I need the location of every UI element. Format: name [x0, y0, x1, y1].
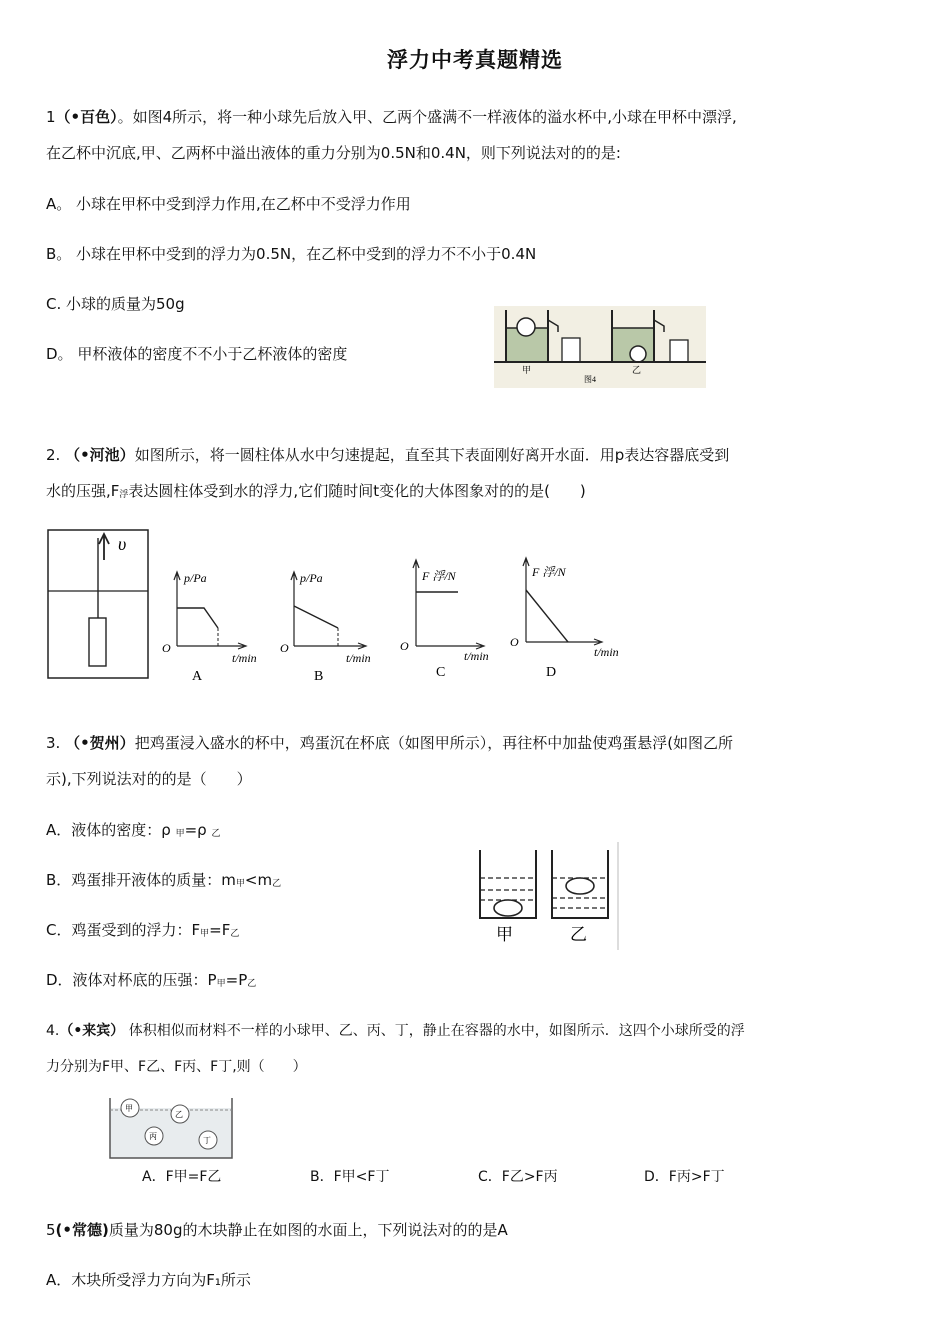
q5-source: (•常德) — [55, 1221, 109, 1239]
q4-figure — [106, 1094, 236, 1160]
q2-container-diagram — [48, 530, 148, 678]
q4-source: （•来宾） — [59, 1023, 125, 1039]
q2-line2 — [46, 480, 586, 501]
q5-text1: 质量为80g的木块静止在如图的水面上，下列说法对的的是A — [108, 1221, 508, 1239]
q3-fig-label-yi: 乙 — [570, 925, 587, 944]
q2-text2b: 表达圆柱体受到水的浮力,它们随时间t变化的大体图象对的的是( ) — [128, 482, 586, 500]
q3-figure — [470, 842, 620, 950]
q1-line2: 在乙杯中沉底,甲、乙两杯中溢出液体的重力分别为0.5N和0.4N，则下列说法对的的是: — [46, 144, 621, 162]
q3-number: 3. — [46, 734, 61, 752]
q2-velocity-label: υ — [118, 534, 127, 554]
q4-ball-bing: 丙 — [149, 1132, 157, 1141]
q1-line1 — [46, 106, 737, 127]
q4-text1: 体积相似而材料不一样的小球甲、乙、丙、丁，静止在容器的水中，如图所示．这四个小球所受的浮 — [128, 1023, 745, 1039]
q2-graph-c-origin: O — [400, 639, 409, 653]
q1-source: （•百色） — [55, 108, 118, 126]
q1-option-c: C. 小球的质量为50g — [46, 295, 185, 313]
q2-graph-b — [280, 571, 371, 684]
q3-opt-c-sub1: 甲 — [200, 929, 210, 939]
q3-opt-d-text: D．液体对杯底的压强：P — [46, 971, 217, 989]
q2-graph-b-origin: O — [280, 641, 289, 655]
q4-option-c: C．F乙>F丙 — [478, 1169, 558, 1185]
q5-line1 — [46, 1219, 508, 1240]
q3-opt-b-text2: <m — [244, 871, 273, 889]
q3-source: （•贺州） — [65, 734, 135, 752]
q3-opt-d-sub2: 乙 — [247, 979, 257, 989]
q4-option-d: D．F丙>F丁 — [644, 1169, 725, 1185]
q4-option-b: B．F甲<F丁 — [310, 1169, 390, 1185]
q4-ball-ding: 丁 — [203, 1136, 211, 1145]
q4-option-a: A．F甲=F乙 — [142, 1169, 222, 1185]
page-title: 浮力中考真题精选 — [387, 48, 563, 72]
q1-fig-label-jia: 甲 — [522, 365, 532, 375]
q2-graph-b-xlabel: t/min — [346, 651, 371, 665]
q2-graph-c — [400, 560, 489, 680]
q3-opt-b-sub1: 甲 — [235, 879, 245, 889]
q3-opt-d-sub1: 甲 — [216, 979, 226, 989]
q1-number: 1 — [46, 108, 56, 126]
q1-text1: 。如图4所示，将一种小球先后放入甲、乙两个盛满不一样液体的溢水杯中,小球在甲杯中漂浮, — [117, 108, 737, 126]
q3-opt-c-sub2: 乙 — [230, 929, 240, 939]
q3-opt-c-text2: =F — [209, 921, 231, 939]
q2-line1 — [46, 444, 729, 465]
q3-opt-c-text: C．鸡蛋受到的浮力：F — [46, 921, 201, 939]
q2-text2a: 水的压强,F — [46, 482, 120, 500]
q3-option-b — [46, 869, 281, 890]
q2-number: 2. — [46, 446, 61, 464]
q3-opt-a-sub2: 乙 — [211, 829, 221, 839]
q2-text1: 如图所示，将一圆柱体从水中匀速提起，直至其下表面刚好离开水面．用p表达容器底受到 — [134, 446, 730, 464]
q2-graph-d-origin: O — [510, 635, 519, 649]
q2-graph-a-letter: A — [192, 669, 203, 684]
q3-opt-b-sub2: 乙 — [272, 879, 282, 889]
q4-number: 4. — [46, 1023, 60, 1039]
q5-option-a: A．木块所受浮力方向为F₁所示 — [46, 1271, 251, 1289]
q2-graph-a — [162, 571, 257, 684]
q2-text2-sub: 浮 — [119, 490, 129, 500]
q1-figure — [494, 306, 706, 388]
q1-fig-caption: 图4 — [584, 375, 596, 384]
q3-opt-a-sub1: 甲 — [175, 829, 185, 839]
q5-number: 5 — [46, 1221, 56, 1239]
q2-graph-b-ylabel: p/Pa — [300, 571, 323, 585]
q2-graph-a-xlabel: t/min — [232, 651, 257, 665]
q3-fig-label-jia: 甲 — [496, 925, 513, 944]
q3-option-c — [46, 919, 239, 940]
q2-graph-a-ylabel: p/Pa — [184, 571, 207, 585]
q2-graph-d-xlabel: t/min — [594, 645, 619, 659]
q4-line2: 力分别为F甲、F乙、F丙、F丁,则（ ） — [46, 1059, 307, 1075]
q3-option-a — [46, 819, 220, 840]
q3-line2: 示),下列说法对的的是（ ） — [46, 770, 252, 788]
q3-opt-b-text: B．鸡蛋排开液体的质量：m — [46, 871, 236, 889]
q2-graph-c-letter: C — [436, 665, 446, 680]
q2-graph-d-letter: D — [546, 665, 557, 680]
q3-opt-a-text2: =ρ — [184, 821, 212, 839]
q2-graph-c-xlabel: t/min — [464, 649, 489, 663]
q3-line1 — [46, 732, 733, 753]
q1-option-b: B。 小球在甲杯中受到的浮力为0.5N，在乙杯中受到的浮力不不小于0.4N — [46, 245, 537, 263]
q2-graph-c-ylabel: F 浮/N — [422, 569, 456, 583]
q2-source: （•河池） — [65, 446, 135, 464]
q4-ball-jia: 甲 — [125, 1104, 133, 1113]
q4-line1 — [46, 1020, 745, 1040]
q2-graph-a-origin: O — [162, 641, 171, 655]
q3-opt-a-text: A．液体的密度：ρ — [46, 821, 176, 839]
q2-graph-d — [510, 558, 619, 680]
q2-figure — [44, 528, 624, 684]
q3-text1: 把鸡蛋浸入盛水的杯中，鸡蛋沉在杯底（如图甲所示），再往杯中加盐使鸡蛋悬浮(如图乙所 — [134, 734, 734, 752]
q3-option-d — [46, 969, 256, 990]
q3-opt-d-text2: =P — [225, 971, 248, 989]
q2-graph-b-letter: B — [314, 669, 324, 684]
q2-graph-d-ylabel: F 浮/N — [532, 565, 566, 579]
q4-ball-yi: 乙 — [175, 1110, 183, 1119]
q1-option-a: A。 小球在甲杯中受到浮力作用,在乙杯中不受浮力作用 — [46, 195, 411, 213]
q1-fig-label-yi: 乙 — [632, 365, 642, 375]
q1-option-d: D。 甲杯液体的密度不不小于乙杯液体的密度 — [46, 345, 348, 363]
